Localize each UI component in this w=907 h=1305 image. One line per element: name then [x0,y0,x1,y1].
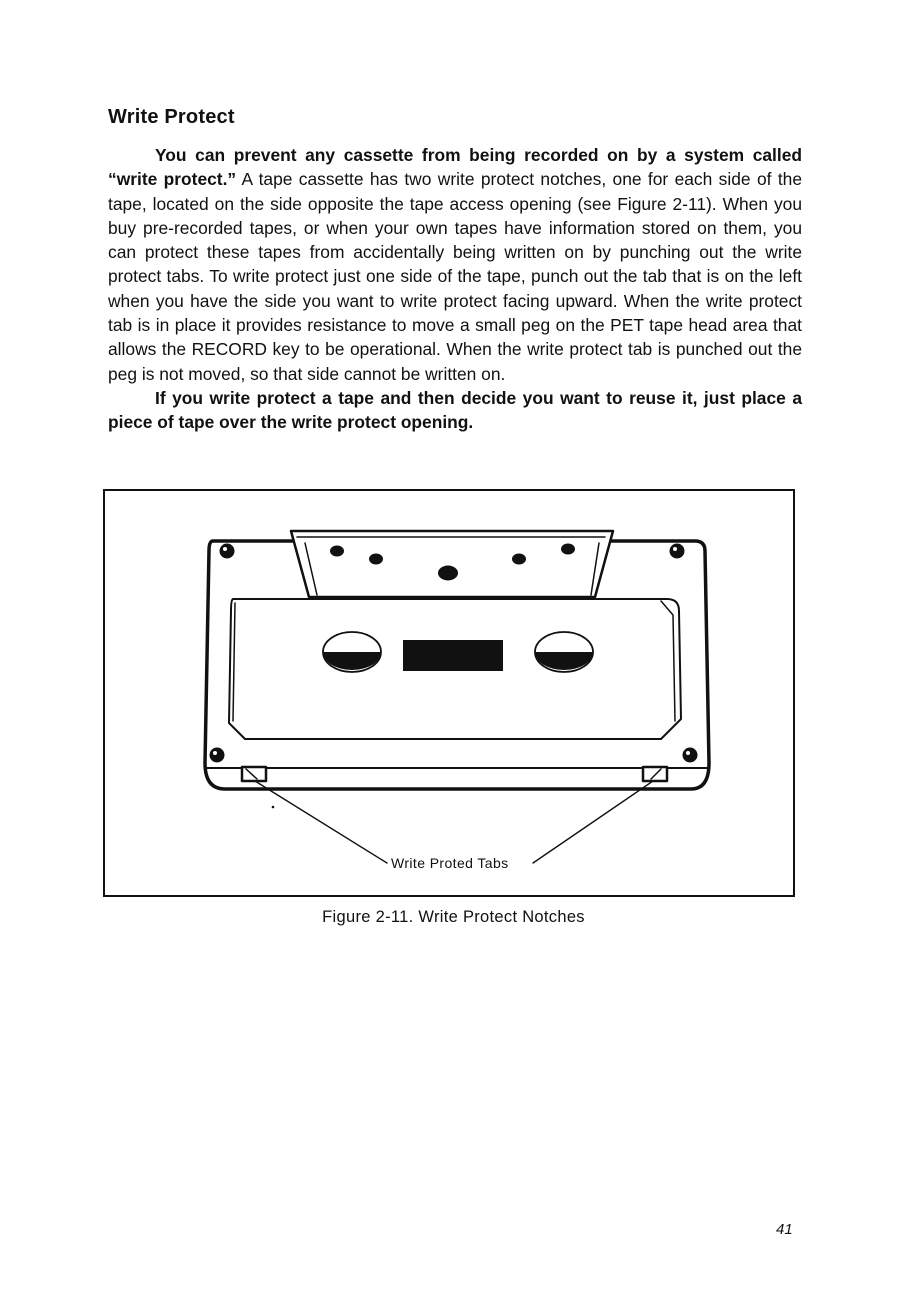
tape-window [403,640,503,671]
leader-line-right [533,781,653,863]
screw-top-right [670,544,685,559]
screw-top-left [220,544,235,559]
paragraph-reuse-note [108,386,802,435]
page-number: 41 [776,1221,793,1238]
body-text [108,143,802,435]
paragraph-bold-lead: You can prevent any cassette from being recorded on by a system called “write protect.” [108,145,802,190]
tape-access-opening [291,531,613,597]
paragraph-reuse-bold: If you write protect a tape and then decide you want to reuse it, just place a piece of tape over the write protect opening. [108,387,802,433]
screw-bottom-right [683,748,698,763]
access-hole-5 [561,544,575,555]
section-title: Write Protect [108,106,235,128]
leader-line-left [255,781,387,863]
paragraph-body: A tape cassette has two write protect notches, one for each side of the tape, located on the side opposite the tape access opening (see Figure 2-11). When you buy pre-recorded tapes, or when your own tapes have information stored on them, you can protect these tapes from accidentally being written on by punching out the write protect tabs. To write protect just one side of the tape, punch out the tab that is on the left when you have the side you want to write protect facing upward. When the write protect tab is in place it provides resistance to move a small peg on the PET tape head area that allows the RECORD key to be operational. When the write protect tab is punched out the peg is not moved, so that side cannot be written on. [108,169,803,384]
figure-label: Write Proted Tabs [391,855,509,871]
access-hole-3 [438,566,458,581]
access-hole-1 [330,546,344,557]
small-dot [272,806,275,809]
figure-caption: Figure 2-11. Write Protect Notches [322,908,585,926]
screw-bottom-left [210,748,225,763]
paragraph-write-protect-intro [108,143,802,386]
cassette-illustration [105,491,797,899]
access-hole-2 [369,554,383,565]
access-hole-4 [512,554,526,565]
figure-frame [103,489,795,897]
